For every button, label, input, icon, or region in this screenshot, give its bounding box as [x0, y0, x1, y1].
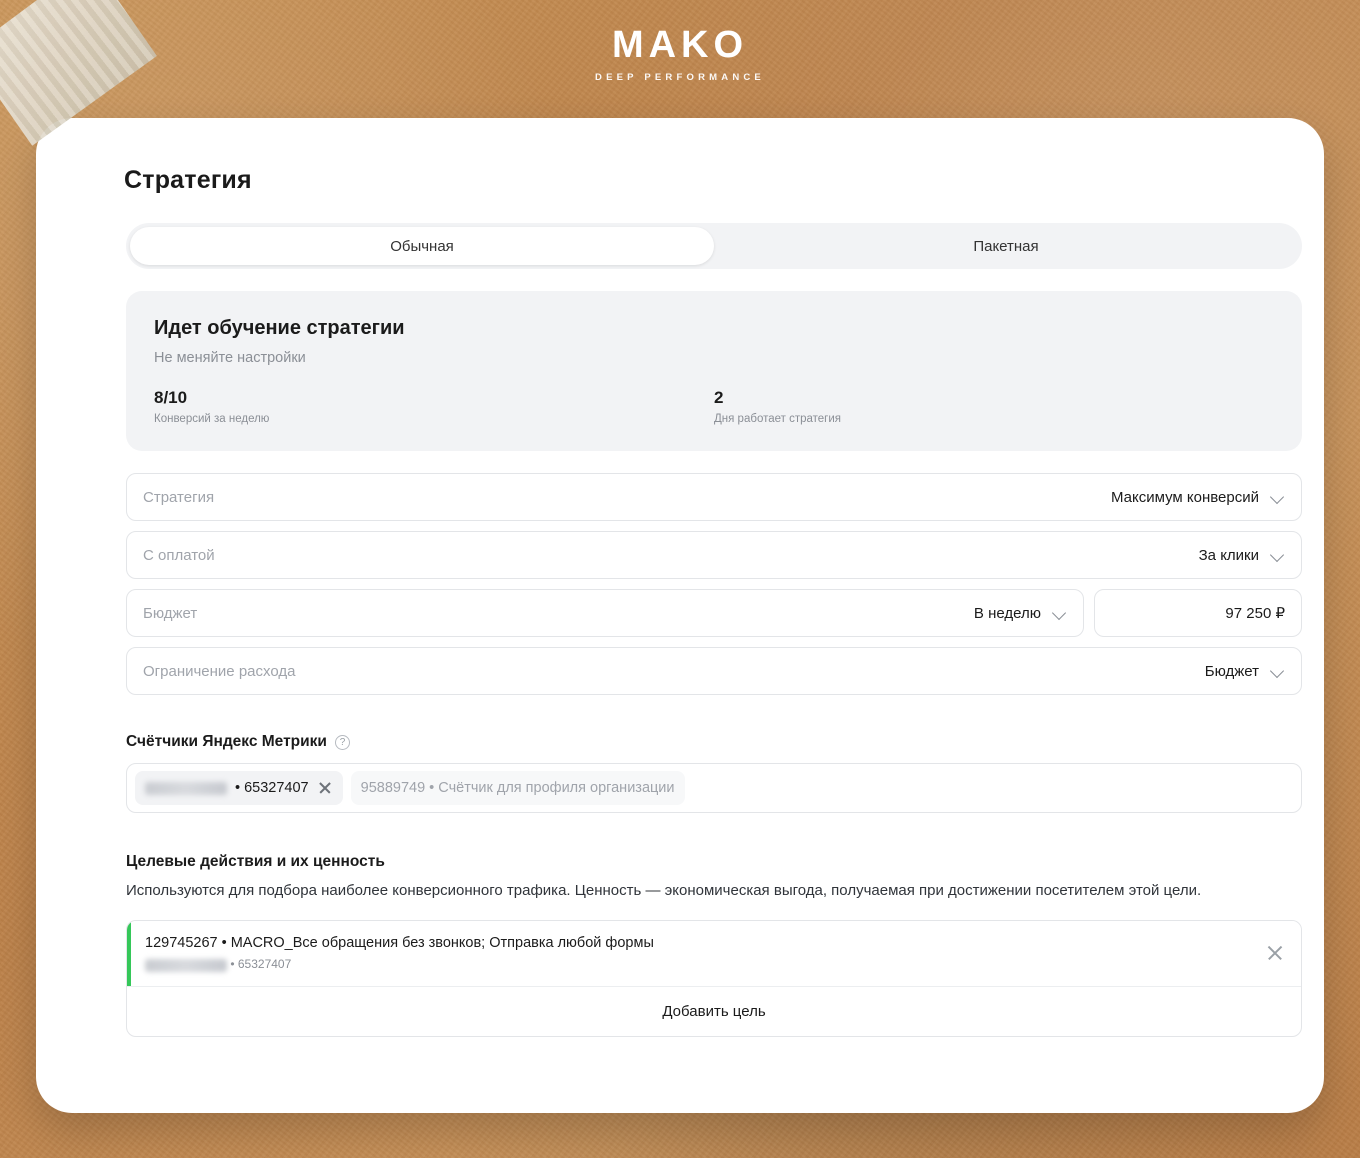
strategy-fields	[126, 473, 1302, 695]
strategy-type-tabs	[126, 223, 1302, 269]
budget-amount-value: 97 250 ₽	[1225, 605, 1285, 622]
close-icon[interactable]	[1265, 943, 1285, 963]
goals-section-description: Используются для подбора наиболее конверсионного трафика. Ценность — экономическая выгода, получаемая при достижении посетителем этой цели.	[126, 882, 1202, 899]
strategy-select-value: Максимум конверсий	[1110, 488, 1259, 506]
question-circle-icon[interactable]: ?	[335, 735, 350, 750]
counter-chip-selected[interactable]	[135, 771, 343, 805]
brand-header	[0, 26, 1360, 83]
stat-conversions-value: 8/10	[154, 388, 188, 407]
counters-section-title: Счётчики Яндекс Метрики	[126, 733, 327, 750]
stat-days-label: Дня работает стратегия	[714, 413, 842, 425]
chevron-down-icon	[1271, 664, 1285, 678]
masked-counter-name	[145, 959, 227, 972]
budget-label: Бюджет	[143, 604, 198, 622]
field-row-budget	[126, 589, 1302, 637]
payment-select[interactable]	[126, 531, 1302, 579]
budget-amount-input[interactable]	[1094, 589, 1302, 637]
tab-obychnaya[interactable]: Обычная	[130, 227, 714, 265]
strategy-select[interactable]	[126, 473, 1302, 521]
training-subtitle: Не меняйте настройки	[154, 350, 306, 366]
budget-period-value: В неделю	[973, 604, 1041, 622]
goal-name: 129745267 • MACRO_Все обращения без звонков; Отправка любой формы	[145, 935, 654, 952]
field-row-payment	[126, 531, 1302, 579]
tab-paketnaya[interactable]: Пакетная	[973, 237, 1039, 255]
goals-section-header	[126, 853, 1272, 902]
goal-meta	[145, 957, 1265, 971]
payment-select-label: С оплатой	[143, 546, 215, 564]
goal-meta-id: • 65327407	[230, 957, 292, 972]
close-icon[interactable]	[317, 780, 333, 796]
training-stats	[154, 388, 1274, 425]
training-status-card	[126, 291, 1302, 451]
training-title: Идет обучение стратегии	[154, 317, 405, 339]
add-goal-button[interactable]: Добавить цель	[127, 986, 1301, 1036]
brand-tagline: DEEP PERFORMANCE	[595, 72, 765, 83]
stat-days	[714, 388, 1274, 425]
spend-limit-label: Ограничение расхода	[143, 662, 296, 680]
field-row-spend-limit	[126, 647, 1302, 695]
strategy-select-label: Стратегия	[143, 488, 215, 506]
field-row-strategy	[126, 473, 1302, 521]
strategy-panel	[36, 118, 1324, 1113]
goals-section-title: Целевые действия и их ценность	[126, 853, 385, 870]
counter-chip-id: • 65327407	[235, 780, 309, 796]
chevron-down-icon	[1271, 548, 1285, 562]
chevron-down-icon	[1053, 606, 1067, 620]
stat-conversions-label: Конверсий за неделю	[154, 413, 270, 425]
page-title: Стратегия	[124, 166, 252, 194]
list-item[interactable]	[127, 921, 1301, 985]
counters-input[interactable]	[126, 763, 1302, 813]
stat-conversions	[154, 388, 714, 425]
payment-select-value: За клики	[1198, 546, 1259, 564]
spend-limit-select[interactable]	[126, 647, 1302, 695]
goal-texts	[145, 935, 1265, 971]
chevron-down-icon	[1271, 490, 1285, 504]
counters-section-header	[126, 733, 1272, 751]
stat-days-value: 2	[714, 388, 724, 407]
budget-period-select[interactable]	[126, 589, 1084, 637]
spend-limit-value: Бюджет	[1204, 662, 1259, 680]
brand-name: MAKO	[611, 24, 749, 66]
masked-counter-name	[145, 782, 227, 795]
counter-chip-suggestion[interactable]: 95889749 • Счётчик для профиля организации	[351, 771, 685, 805]
goals-list	[126, 920, 1302, 1036]
